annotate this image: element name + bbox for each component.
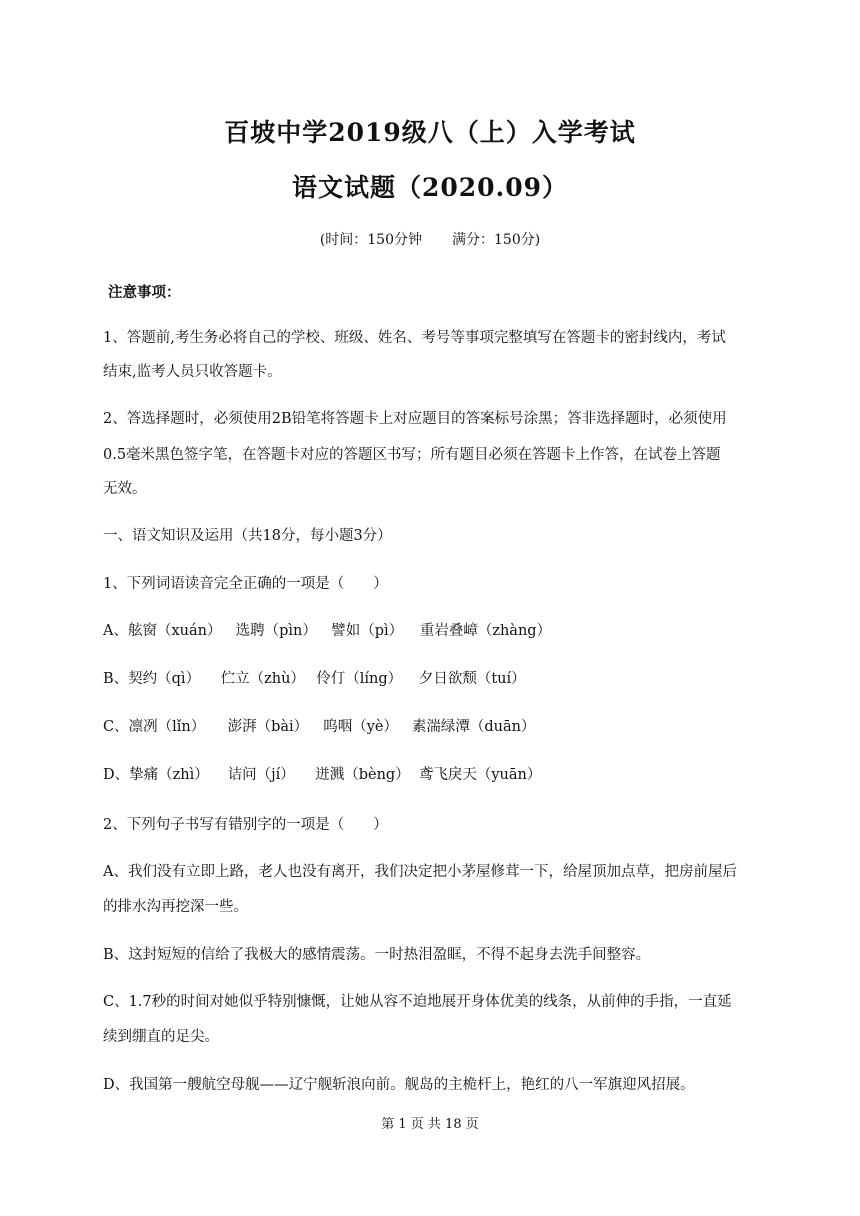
option-a-word-3: 譬如（pì） bbox=[331, 623, 404, 639]
note-1-line-1: 1、答题前,考生务必将自己的学校、班级、姓名、考号等事项完整填写在答题卡的密封线内，考试 bbox=[103, 330, 726, 346]
section-1-heading: 一、语文知识及运用（共18分，每小题3分） bbox=[103, 528, 392, 544]
question-2-stem: 2、下列句子书写有错别字的一项是（ ） bbox=[103, 817, 388, 833]
question-1-option-c bbox=[103, 715, 535, 736]
exam-subtitle: 语文试题（2020.09） bbox=[291, 173, 569, 202]
exam-time: (时间：150分钟 bbox=[319, 232, 422, 248]
question-1-option-d bbox=[103, 763, 541, 784]
option-b-word-2: 伫立（zhù） bbox=[220, 671, 305, 687]
option-c-word-2: 澎湃（bài） bbox=[227, 719, 309, 735]
question-1-option-a bbox=[103, 619, 551, 640]
option-c-word-1: C、凛冽（lǐn） bbox=[103, 719, 206, 735]
note-1-line-2: 结束,监考人员只收答题卡。 bbox=[103, 364, 282, 380]
option-c-word-4: 素湍绿潭（duān） bbox=[411, 719, 536, 735]
option-b-word-3: 伶仃（líng） bbox=[316, 671, 403, 687]
question-2-option-d: D、我国第一艘航空母舰——辽宁舰斩浪向前。舰岛的主桅杆上，艳红的八一军旗迎风招展。 bbox=[103, 1077, 695, 1093]
option-d-word-2: 诘问（jí） bbox=[227, 767, 295, 783]
option-a-word-2: 选聘（pìn） bbox=[235, 623, 317, 639]
option-b-word-4: 夕日欲颓（tuí） bbox=[418, 671, 526, 687]
option-d-word-4: 鸢飞戾天（yuān） bbox=[418, 767, 542, 783]
question-2-option-a-line-2: 的排水沟再挖深一些。 bbox=[103, 899, 248, 915]
exam-meta bbox=[0, 229, 860, 249]
note-2-line-1: 2、答选择题时，必须使用2B铅笔将答题卡上对应题目的答案标号涂黑；答非选择题时，必须使用 bbox=[103, 411, 727, 427]
exam-title: 百坡中学2019级八（上）入学考试 bbox=[224, 118, 636, 147]
question-1-stem: 1、下列词语读音完全正确的一项是（ ） bbox=[103, 576, 388, 592]
option-c-word-3: 呜咽（yè） bbox=[323, 719, 398, 735]
question-2-option-a-line-1: A、我们没有立即上路，老人也没有离开，我们决定把小茅屋修茸一下，给屋顶加点草，把房前屋后 bbox=[103, 864, 737, 880]
option-a-word-4: 重岩叠嶂（zhàng） bbox=[419, 623, 552, 639]
note-2-line-3: 无效。 bbox=[103, 481, 147, 497]
exam-score: 满分：150分) bbox=[452, 232, 541, 248]
question-2-option-b: B、这封短短的信给了我极大的感情震荡。一时热泪盈眶，不得不起身去洗手间整容。 bbox=[103, 947, 651, 963]
notes-heading: 注意事项： bbox=[108, 284, 181, 301]
note-2-line-2: 0.5毫米黑色签字笔，在答题卡对应的答题区书写；所有题目必须在答题卡上作答，在试卷上答题 bbox=[103, 447, 721, 463]
page-number: 第 1 页 共 18 页 bbox=[381, 1117, 479, 1132]
question-1-option-b bbox=[103, 667, 526, 688]
option-d-word-1: D、挚痛（zhì） bbox=[103, 767, 209, 783]
question-2-option-c-line-2: 续到绷直的足尖。 bbox=[103, 1029, 219, 1045]
option-a-word-1: A、舷窗（xuán） bbox=[103, 623, 222, 639]
question-2-option-c-line-1: C、1.7秒的时间对她似乎特别慷慨，让她从容不迫地展开身体优美的线条，从前伸的手指，一直延 bbox=[103, 994, 732, 1010]
option-b-word-1: B、契约（qì） bbox=[103, 671, 201, 687]
option-d-word-3: 迸溅（bèng） bbox=[315, 767, 410, 783]
